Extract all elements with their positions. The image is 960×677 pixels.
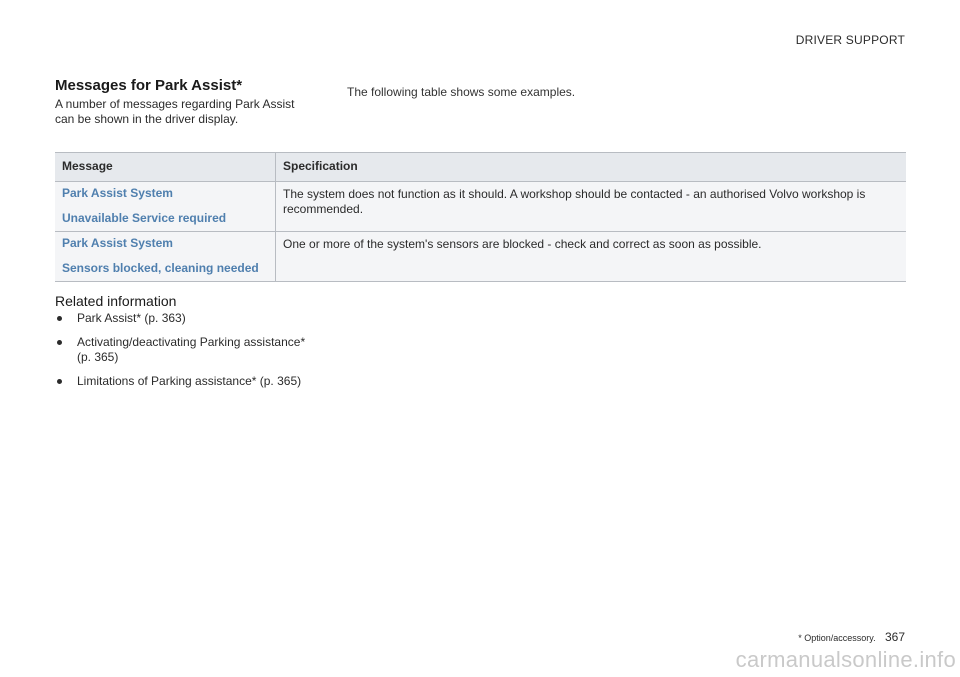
related-link[interactable]: Activating/deactivating Parking assistance* (p. 365) <box>77 335 306 364</box>
messages-table <box>55 152 906 282</box>
list-item[interactable] <box>55 311 320 326</box>
table-row <box>55 232 906 282</box>
intro-text: A number of messages regarding Park Assist can be shown in the driver display. <box>55 97 295 126</box>
message-cell <box>55 182 276 232</box>
related-information-heading: Related information <box>55 293 177 309</box>
page-footer <box>798 630 905 644</box>
page-title: Messages for Park Assist* <box>55 77 243 94</box>
footnote: * Option/accessory. <box>798 633 876 643</box>
list-item[interactable] <box>55 374 320 389</box>
table-header-row <box>55 153 906 182</box>
message-line: Sensors blocked, cleaning needed <box>62 261 259 275</box>
table-row <box>55 182 906 232</box>
related-link[interactable]: Park Assist* (p. 363) <box>77 311 186 325</box>
specification-cell: One or more of the system's sensors are blocked - check and correct as soon as possible. <box>276 232 907 282</box>
table-intro-text: The following table shows some examples. <box>347 85 576 99</box>
related-link[interactable]: Limitations of Parking assistance* (p. 365) <box>77 374 302 388</box>
related-information-list <box>55 311 320 398</box>
bullet-icon <box>57 340 62 345</box>
column-header-specification: Specification <box>276 153 907 182</box>
list-item[interactable] <box>55 335 320 365</box>
message-cell <box>55 232 276 282</box>
bullet-icon <box>57 379 62 384</box>
bullet-icon <box>57 316 62 321</box>
message-line: Unavailable Service required <box>62 211 227 225</box>
page-header-section: DRIVER SUPPORT <box>795 33 905 47</box>
watermark: carmanualsonline.info <box>735 647 956 672</box>
message-line: Park Assist System <box>62 186 173 200</box>
specification-cell: The system does not function as it should. A workshop should be contacted - an authorised Volvo workshop is recommended. <box>276 182 907 232</box>
column-header-message: Message <box>55 153 276 182</box>
page-number: 367 <box>884 630 905 644</box>
message-line: Park Assist System <box>62 236 173 250</box>
